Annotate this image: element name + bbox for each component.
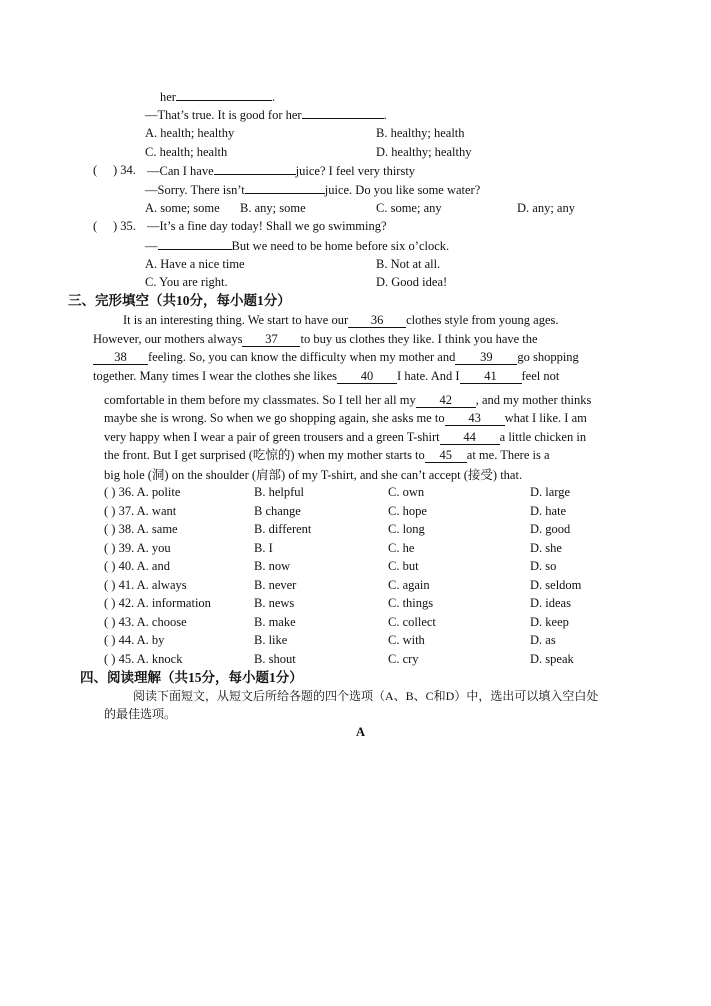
q33-option-a: A. health; healthy — [145, 126, 235, 140]
blank-45: 45 — [425, 449, 467, 463]
q34-stem — [147, 162, 415, 179]
cloze-question-44: ( ) 44. A. by — [104, 633, 165, 647]
cloze-question-45: ( ) 45. A. knock — [104, 651, 183, 666]
cloze-option-d-39: D. she — [530, 540, 562, 555]
passage-line-3 — [93, 349, 579, 365]
cloze-option-c-42: C. things — [388, 596, 434, 610]
q35-option-c: C. You are right. — [145, 275, 228, 289]
cloze-option-d-45: D. speak — [530, 651, 574, 666]
cloze-option-c-36: C. own — [388, 485, 425, 499]
cloze-option-b-40: B. now — [254, 559, 291, 573]
cloze-question-42: ( ) 42. A. information — [104, 596, 211, 610]
blank-42: 42 — [416, 394, 476, 408]
passage-text: at me. There is a — [466, 448, 550, 462]
passage-text: together. Many times I wear the clothes she likes — [93, 369, 338, 383]
cloze-option-c-39: C. he — [388, 540, 415, 555]
passage-text: the front. But I get surprised (吃惊的) when my mother starts to — [104, 448, 425, 462]
cloze-option-c-45: C. cry — [388, 651, 419, 666]
q34-reply — [145, 181, 480, 198]
q34-stem-a: —Can I have — [147, 164, 214, 178]
cloze-option-b-44: B. like — [254, 633, 288, 647]
passage-text: very happy when I wear a pair of green trousers and a green T-shirt — [104, 430, 440, 444]
blank-line — [158, 237, 232, 250]
q33-line1-text: her — [160, 90, 176, 104]
passage-text: feel not — [521, 369, 560, 383]
q35-paren-open: ( — [93, 219, 98, 233]
cloze-option-b-43: B. make — [254, 614, 296, 629]
cloze-option-d-40: D. so — [530, 559, 557, 573]
q34-reply-a: —Sorry. There isn’t — [145, 183, 245, 197]
passage-text: clothes style from young ages. — [406, 313, 559, 327]
cloze-question-41: ( ) 41. A. always — [104, 577, 187, 592]
cloze-option-d-43: D. keep — [530, 614, 569, 629]
passage-text: However, our mothers always — [93, 332, 243, 346]
cloze-question-38: ( ) 38. A. same — [104, 522, 178, 536]
q34-option-c: C. some; any — [376, 201, 442, 215]
blank-line — [245, 181, 325, 194]
blank-line — [176, 88, 272, 101]
passage-text: go shopping — [517, 350, 579, 364]
passage-line-7 — [104, 429, 586, 445]
section-4-instruction-1: 阅读下面短文，从短文后所给各题的四个选项（A、B、C和D）中，选出可以填入空白处 — [133, 689, 599, 703]
passage-text: a little chicken in — [499, 430, 587, 444]
q35-option-d: D. Good idea! — [376, 275, 448, 289]
cloze-option-d-38: D. good — [530, 522, 571, 536]
cloze-question-43: ( ) 43. A. choose — [104, 614, 187, 629]
passage-line-2 — [93, 331, 538, 347]
q34-stem-b: juice? I feel very thirsty — [295, 164, 416, 178]
part-a-label: A — [356, 725, 366, 739]
blank-36: 36 — [348, 314, 406, 328]
blank-43: 43 — [445, 412, 505, 426]
q33-line1: her . — [160, 90, 276, 104]
q35-number: ) 35. — [113, 219, 136, 233]
passage-text: feeling. So, you can know the difficulty when my mother and — [148, 350, 456, 364]
passage-line-4 — [93, 368, 559, 384]
cloze-option-b-42: B. news — [254, 596, 295, 610]
blank-41: 41 — [460, 370, 522, 384]
passage-line-8 — [104, 447, 550, 463]
q33-option-c: C. health; health — [145, 145, 228, 159]
cloze-option-b-45: B. shout — [254, 651, 296, 666]
section-4-instruction-2: 的最佳选项。 — [104, 707, 177, 721]
passage-text: It is an interesting thing. We start to have our — [123, 313, 349, 327]
cloze-option-b-38: B. different — [254, 522, 312, 536]
cloze-option-d-36: D. large — [530, 485, 571, 499]
passage-text: what I like. I am — [504, 411, 587, 425]
q34-reply-b: juice. Do you like some water? — [324, 183, 481, 197]
q34-paren-open: ( — [93, 163, 98, 177]
q34-option-a: A. some; some — [145, 201, 220, 215]
cloze-option-b-37: B change — [254, 503, 301, 518]
q35-reply — [145, 237, 449, 254]
cloze-option-d-44: D. as — [530, 633, 556, 647]
section-4-title: 四、阅读理解（共15分，每小题1分） — [80, 670, 303, 685]
q33-option-d: D. healthy; healthy — [376, 145, 472, 159]
blank-line — [214, 162, 296, 175]
q33-option-b: B. healthy; health — [376, 126, 465, 140]
blank-line — [302, 106, 384, 119]
passage-line-5 — [104, 392, 591, 408]
cloze-question-39: ( ) 39. A. you — [104, 540, 171, 555]
cloze-option-c-38: C. long — [388, 522, 425, 536]
cloze-question-36: ( ) 36. A. polite — [104, 485, 181, 499]
passage-line-9: big hole (洞) on the shoulder (肩部) of my T-shirt, and she can’t accept (接受) that. — [104, 468, 523, 482]
cloze-option-c-40: C. but — [388, 559, 419, 573]
q34-option-b: B. any; some — [240, 201, 306, 215]
blank-37: 37 — [242, 333, 300, 347]
blank-38: 38 — [93, 351, 148, 365]
cloze-question-40: ( ) 40. A. and — [104, 559, 170, 573]
cloze-option-b-36: B. helpful — [254, 485, 304, 499]
passage-text: maybe she is wrong. So when we go shopping again, she asks me to — [104, 411, 445, 425]
blank-40: 40 — [337, 370, 397, 384]
cloze-option-d-37: D. hate — [530, 503, 567, 518]
cloze-option-b-41: B. never — [254, 577, 297, 592]
cloze-option-c-44: C. with — [388, 633, 425, 647]
cloze-option-d-42: D. ideas — [530, 596, 571, 610]
q35-option-a: A. Have a nice time — [145, 257, 245, 271]
q33-line2-text: —That’s true. It is good for her — [145, 108, 302, 122]
q35-option-b: B. Not at all. — [376, 257, 441, 271]
q33-line2: —That’s true. It is good for her . — [145, 108, 387, 122]
blank-44: 44 — [440, 431, 500, 445]
blank-39: 39 — [455, 351, 517, 365]
passage-line-6 — [104, 410, 587, 426]
q35-reply-b: But we need to be home before six o’clock. — [231, 239, 450, 253]
passage-text: , and my mother thinks — [475, 393, 592, 407]
passage-text: comfortable in them before my classmates. So I tell her all my — [104, 393, 416, 407]
passage-text: to buy us clothes they like. I think you have the — [300, 332, 538, 346]
section-3-title: 三、完形填空（共10分，每小题1分） — [68, 293, 291, 308]
q34-number: ) 34. — [113, 163, 136, 177]
cloze-option-b-39: B. I — [254, 540, 273, 555]
cloze-question-37: ( ) 37. A. want — [104, 503, 177, 518]
passage-line-1 — [123, 312, 559, 328]
cloze-option-d-41: D. seldom — [530, 577, 582, 592]
q35-reply-a: — — [145, 239, 158, 253]
passage-text: I hate. And I — [397, 369, 460, 383]
cloze-option-c-43: C. collect — [388, 614, 436, 629]
cloze-option-c-41: C. again — [388, 577, 430, 592]
q35-stem: —It’s a fine day today! Shall we go swimming? — [147, 219, 387, 233]
q34-option-d: D. any; any — [517, 201, 575, 215]
cloze-option-c-37: C. hope — [388, 503, 427, 518]
